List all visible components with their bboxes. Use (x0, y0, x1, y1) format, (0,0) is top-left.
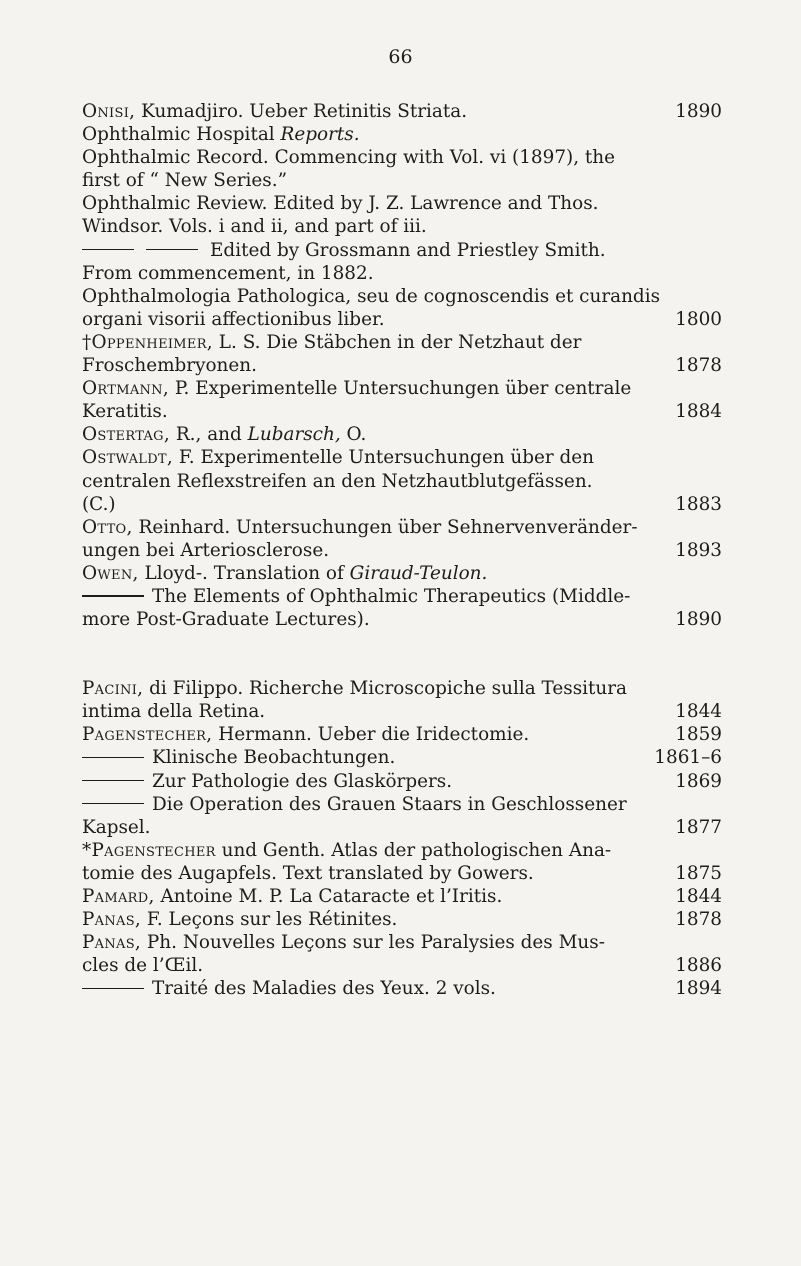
entry-author: Pagenstecher, (82, 724, 213, 746)
entry-ophthalmic-hospital-reports (82, 123, 722, 146)
entry-pagenstecher (82, 723, 722, 746)
entry-ophthalmologia (82, 285, 722, 331)
entry-ophthalmic-review (82, 192, 722, 238)
entry-line: The Elements of Ophthalmic Therapeutics (Middle- (152, 585, 631, 607)
entry-year: 1800 (675, 308, 722, 330)
entry-ophthalmic-record (82, 146, 722, 192)
entry-year: 1883 (675, 493, 722, 515)
entry-line: From commencement, in 1882. (82, 262, 374, 284)
entry-line: Die Operation des Grauen Staars in Geschlossener (152, 793, 627, 815)
entry-pagenstecher-operation (82, 793, 722, 839)
entry-author: Ostertag, (82, 424, 170, 446)
entry-author: Pamard, (82, 886, 155, 907)
entry-panas-traite (82, 977, 722, 1000)
entry-line: Klinische Beobachtungen. (152, 747, 396, 769)
entry-line: Froschembryonen. (82, 355, 257, 377)
entry-line: Keratitis. (82, 401, 168, 423)
entry-line: Ph. Nouvelles Leçons sur les Paralysies des Mus- (141, 932, 605, 954)
entry-ophthalmic-review-continued (82, 239, 722, 285)
entry-year: 1878 (675, 355, 722, 377)
entry-line: di Filippo. Richerche Microscopiche sulla Tessitura (143, 678, 628, 700)
entry-author: Ortmann, (82, 378, 170, 400)
entry-line: tomie des Augapfels. Text translated by Gowers. (82, 862, 534, 884)
entry-owen (82, 562, 722, 585)
entry-line: centralen Reflexstreifen an den Netzhautblutgefässen. (82, 470, 593, 492)
entry-pacini (82, 677, 722, 723)
page-number: 66 (388, 46, 413, 68)
entry-year: 1869 (675, 770, 722, 792)
entry-pagenstecher-genth (82, 839, 722, 885)
entry-year: 1875 (675, 862, 722, 884)
entry-line: F. Experimentelle Untersuchungen über den (173, 447, 595, 469)
entry-year: 1861–6 (654, 747, 722, 769)
entry-ostwaldt (82, 446, 722, 515)
entry-line: Ophthalmic Record. Commencing with Vol. vi (1897), the (82, 147, 616, 169)
entry-year: 1859 (675, 724, 722, 746)
entry-owen-elements (82, 585, 722, 631)
entry-year: 1893 (675, 539, 722, 561)
entry-line: Zur Pathologie des Glaskörpers. (152, 770, 453, 792)
entry-line: Kapsel. (82, 816, 151, 838)
entry-year: 1878 (675, 909, 722, 931)
entry-pamard (82, 885, 722, 908)
entry-ortmann (82, 377, 722, 423)
entry-line: und Genth. Atlas der pathologischen Ana- (215, 839, 612, 861)
entry-author-rest: Kumadjiro. (135, 101, 244, 122)
ditto-dash (82, 988, 144, 990)
entry-otto (82, 516, 722, 562)
entry-year: 1890 (675, 609, 722, 631)
entry-line: Ophthalmologia Pathologica, seu de cognoscendis et curandis (82, 285, 661, 307)
entry-line: Traité des Maladies des Yeux. 2 vols. (152, 978, 496, 1000)
entry-panas-f (82, 908, 722, 931)
entry-onisi (82, 100, 722, 123)
entry-pagenstecher-glaskoerper (82, 770, 722, 793)
entry-line: O. (340, 424, 367, 446)
entry-author: Panas, (82, 932, 142, 954)
entry-line: cles de l’Œil. (82, 955, 204, 977)
entry-line: L. S. Die Stäbchen in der Netzhaut der (212, 331, 582, 353)
entry-year: 1894 (675, 978, 722, 1000)
ditto-dash (82, 803, 144, 805)
entry-year: 1844 (675, 701, 722, 723)
entry-title: Ophthalmic Hospital (82, 124, 281, 146)
entry-year: 1844 (675, 886, 722, 907)
entry-oppenheimer (82, 331, 722, 377)
entry-author: Owen, (82, 562, 139, 584)
entry-line: F. Leçons sur les Rétinites. (141, 909, 398, 931)
entry-line: organi visorii affectionibus liber. (82, 308, 385, 330)
entry-year: 1877 (675, 816, 722, 838)
entry-line: more Post-Graduate Lectures). (82, 609, 370, 631)
entry-author: Onisi, (82, 101, 136, 122)
entry-line: P. Experimentelle Untersuchungen über centrale (169, 378, 632, 400)
entry-line: (C.) (82, 493, 116, 515)
ditto-dashes (82, 239, 210, 262)
entry-line: intima della Retina. (82, 701, 266, 723)
entry-pagenstecher-klinische (82, 746, 722, 769)
entry-author: *Pagenstecher (82, 839, 216, 861)
bibliography-list (82, 100, 722, 1000)
entry-author: †Oppenheimer, (82, 331, 213, 353)
entry-author: Panas, (82, 909, 142, 931)
ditto-dash (82, 757, 144, 759)
entry-line: Hermann. Ueber die Iridectomie. (212, 724, 530, 746)
entry-panas-ph (82, 931, 722, 977)
entry-year: 1884 (675, 401, 722, 423)
entry-line: first of “ New Series.” (82, 170, 287, 192)
entry-title-italic: Reports. (280, 124, 360, 146)
entry-year: 1886 (675, 955, 722, 977)
entry-author: Ostwaldt, (82, 447, 174, 469)
ditto-dash (82, 780, 144, 782)
entry-line: Edited by Grossmann and Priestley Smith. (210, 239, 606, 261)
entry-title: Ueber Retinitis Striata. (243, 101, 468, 122)
entry-author: Pacini, (82, 678, 144, 700)
entry-line: R., and (169, 424, 248, 446)
entry-author: Otto, (82, 516, 133, 538)
entry-line: Windsor. Vols. i and ii, and part of iii. (82, 216, 427, 238)
entry-line: Ophthalmic Review. Edited by J. Z. Lawrence and Thos. (82, 193, 599, 215)
entry-year: 1890 (675, 101, 722, 122)
entry-line: ungen bei Arteriosclerose. (82, 539, 330, 561)
entry-line: Antoine M. P. La Cataracte et l’Iritis. (154, 886, 503, 907)
entry-line: Reinhard. Untersuchungen über Sehnervenveränder- (132, 516, 638, 538)
ditto-dash (82, 595, 144, 597)
entry-title-italic: Giraud-Teulon. (349, 562, 488, 584)
entry-ostertag (82, 423, 722, 446)
entry-coauthor: Lubarsch, (247, 424, 341, 446)
entry-line: Lloyd-. Translation of (138, 562, 350, 584)
